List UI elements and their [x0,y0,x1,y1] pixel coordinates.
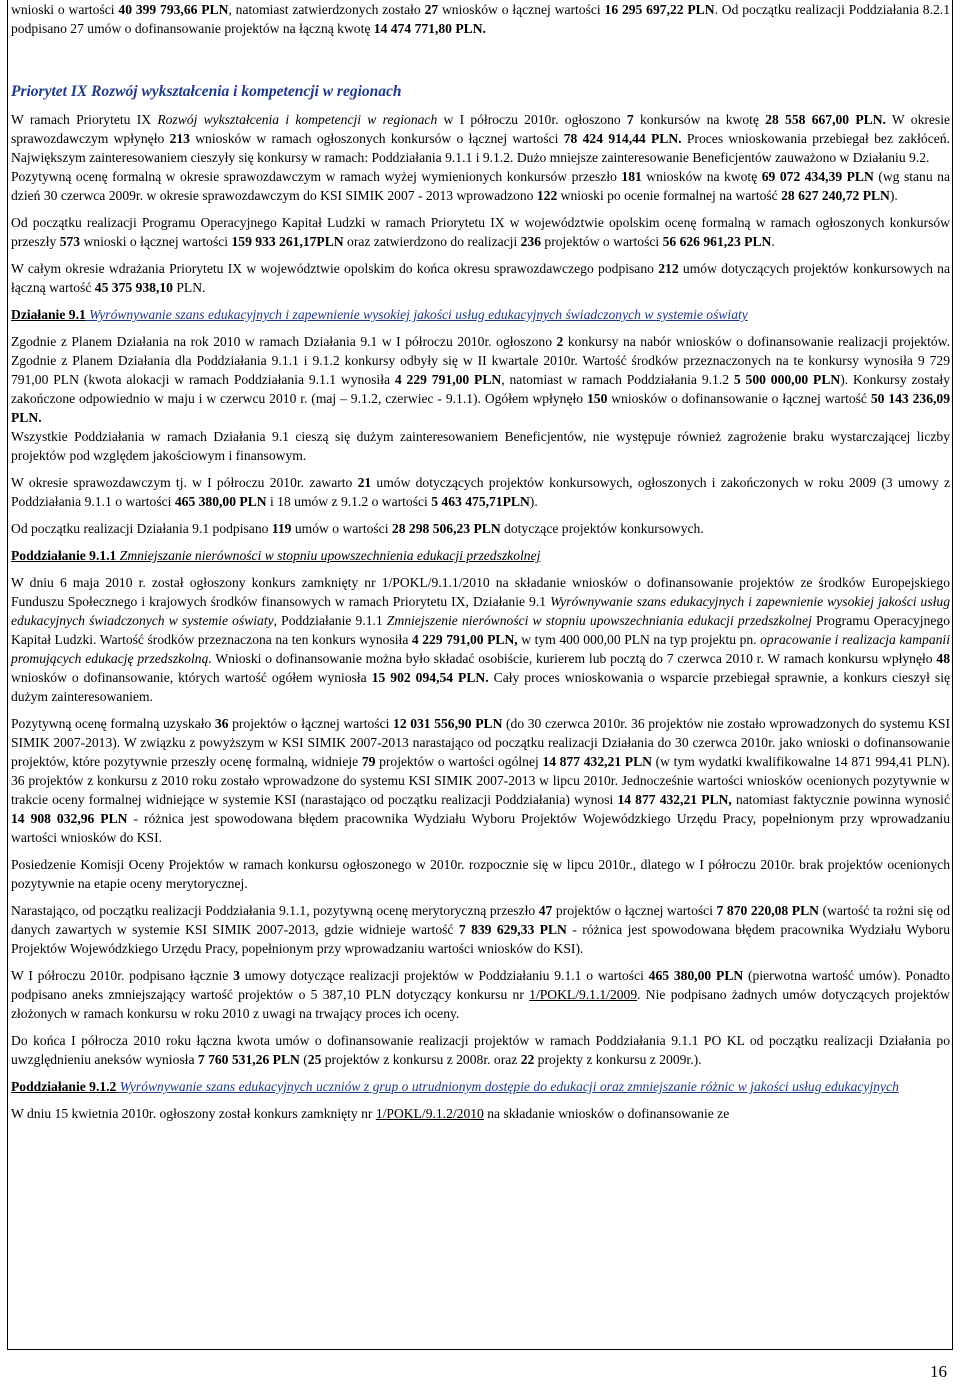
paragraph-p13 [11,901,950,958]
paragraph-p5 [11,259,950,297]
text: Narastająco, od początku realizacji Poddziałania 9.1.1, pozytywną ocenę merytoryczną przeszło [11,903,539,918]
text: i 18 umów z 9.1.2 o wartości [266,494,432,509]
heading-label: Poddziałanie 9.1.1 [11,548,117,563]
text: , natomiast w ramach Poddziałania 9.1.2 [501,372,734,387]
text: W I półroczu 2010r. podpisano łącznie [11,968,234,983]
count: 573 [59,234,81,249]
text: Wnioski o dofinansowanie można było składać osobiście, kurierem lub pocztą do 7 czerwca 2010 r. W ramach konkursu wpłynęło [211,651,937,666]
amount: 7 839 629,33 PLN [458,922,567,937]
italic-text: opracowanie i realizacja kampanii promujących edukację przedszkolną. [11,632,950,666]
page-number: 16 [930,1362,947,1381]
amount: 4 229 791,00 PLN [394,372,502,387]
count: 22 [520,1052,535,1067]
amount: 465 380,00 PLN [648,968,744,983]
heading-title: Wyrównywanie szans edukacyjnych i zapewnienie wysokiej jakości usług edukacyjnych świadczonych w systemie oświaty [85,307,748,322]
text: . [771,234,775,249]
text: Pozytywną ocenę formalną w okresie sprawozdawczym w ramach wyżej wymienionych konkursów przeszło [11,169,622,184]
section-heading-dzialanie-9-1 [11,305,950,324]
amount: 28 627 240,72 PLN [781,188,890,203]
text: projekty z konkursu z 2009r.). [534,1052,702,1067]
text: W ramach Priorytetu IX [11,112,158,127]
section-heading-poddzialanie-9-1-2 [11,1077,950,1096]
text: ). [529,494,538,509]
amount: 45 375 938,10 [94,280,173,295]
paragraph-p14 [11,966,950,1023]
text: Proces wnioskowania przebiegał bez zakłóceń [681,131,947,146]
text: wnioski o wartości [11,2,119,17]
text: wniosków o dofinansowanie, których wartość ogółem wyniosła [11,670,372,685]
paragraph-p11 [11,714,950,847]
text: W dniu 6 maja 2010 r. został ogłoszony konkurs zamknięty nr 1/POKL/9.1.1/2010 na składanie wniosków o dofinansowanie projektów ze środków Europejskiego Funduszu Społecznego i krajowych środków finansowych w ramach Priorytetu IX, Działanie 9.1 [11,575,950,609]
count: 213 [169,131,190,146]
section-heading-poddzialanie-9-1-1 [11,546,950,565]
paragraph-p8 [11,473,950,511]
text: ). [889,188,898,203]
text: projektów o wartości [541,234,663,249]
text: projektów z konkursu z 2008r. oraz [321,1052,521,1067]
amount: 28 298 506,23 PLN [391,521,501,536]
text: oraz zatwierdzono do realizacji [343,234,521,249]
text: , Poddziałanie 9.1.1 [273,613,387,628]
text: . Nie podpisano żadnych umów dotyczących projektów złożonych w ramach konkursu w roku 2010 z uwagi na trwający proces ich oceny. [11,987,950,1021]
paragraph-p12: Posiedzenie Komisji Oceny Projektów w ramach konkursu ogłoszonego w 2010r. rozpocznie się w lipcu 2010r., dlatego w I półroczu 2010r. brak projektów ocenionych pozytywnie na etapie oceny merytorycznej. [11,857,950,891]
text: umów dotyczących projektów konkursowych, ogłoszonych i zakończonych w roku 2009 (3 umowy z Poddziałania 9.1.1 o wartości [11,475,950,509]
count: 212 [658,261,679,276]
contest-number: 1/POKL/9.1.2/2010 [375,1106,484,1121]
paragraph-p10 [11,573,950,706]
text: projektów o łącznej wartości [228,716,394,731]
text: (do 30 czerwca 2010r. 36 projektów nie zostało wprowadzonych do systemu KSI SIMIK 2007-2013). W związku z powyższym w KSI SIMIK 2007-2013 narastająco od początku realizacji Działania do 30 czerwca 2010r. jako wnioski o dofinansowanie projektów, które pozytywnie przeszły ocenę formalną, widnieje [11,716,951,769]
text: (wartość ta rożni się od danych zawartych w systemie KSI SIMIK 2007-2013, gdzie widnieje wartość [11,903,950,937]
text: konkursów na kwotę [633,112,766,127]
text: wniosków o łącznej wartości [438,2,605,17]
paragraph-p4 [11,213,950,251]
count: 79 [361,754,376,769]
amount: 15 902 094,54 PLN. [371,670,489,685]
text: Od początku realizacji Działania 9.1 podpisano [11,521,272,536]
text: umowy dotyczące realizacji projektów w Poddziałaniu 9.1.1 o wartości [239,968,649,983]
amount: 56 626 961,23 PLN [662,234,772,249]
count: 3 [233,968,240,983]
paragraph-p6 [11,332,950,427]
count: 47 [538,903,553,918]
amount: 28 558 667,00 PLN. [765,112,886,127]
paragraph-p16 [11,1104,950,1123]
count: 25 [307,1052,322,1067]
text: dotyczące projektów konkursowych. [500,521,704,536]
text: . Od początku realizacji Poddziałania 8.2.1 podpisano 27 umów o dofinansowanie projektów na łączną kwotę [11,2,950,36]
text: Programu Operacyjnego Kapitał Ludzki. Wartość środków przeznaczona na ten konkurs wynosiła [11,613,950,647]
text: wnioski po ocenie formalnej na wartość [557,188,782,203]
text: w I półroczu 2010r. ogłoszono [437,112,627,127]
text: ). Konkursy zostały zakończone odpowiednio w maju i w czerwcu 2010 r. (maj – 9.1.2, czerwiec - 9.1.1). Ogółem wpłynęło [11,372,950,406]
paragraph-p3 [11,167,950,205]
amount: 12 031 556,90 PLN [393,716,503,731]
amount: 69 072 434,39 PLN [761,169,874,184]
amount: 465 380,00 PLN [174,494,267,509]
amount: 4 229 791,00 PLN, [411,632,518,647]
text: umów o wartości [291,521,392,536]
text: konkursy na nabór wniosków o dofinansowanie realizacji projektów. Zgodnie z Planem Działania dla Poddziałania 9.1.1 i 9.1.2 konkursy odbyły się w II kwartale 2010r. Wartość środków przeznaczonych na te konkursy wynosiła 9 729 791,00 PLN (kwota alokacji w ramach Poddziałania 9.1.1 wynosiła [11,334,951,387]
section-heading-priority-ix: Priorytet IX Rozwój wykształcenia i kompetencji w regionach [11,83,402,100]
count: 181 [621,169,642,184]
count: 21 [357,475,372,490]
count: 122 [536,188,558,203]
amount: 78 424 914,44 PLN. [563,131,682,146]
text: wniosków o dofinansowanie o łącznej wartość [607,391,871,406]
count: 7 [626,112,634,127]
amount: 40 399 793,66 PLN [118,2,229,17]
text: na składanie wniosków o dofinansowanie ze [483,1106,730,1121]
text: Do końca I półrocza 2010 roku łączna kwota umów o dofinansowanie realizacji projektów w ramach Poddziałania 9.1.1 PO KL od początku realizacji Działania po uwzględnieniu aneksów wyniosła [11,1033,950,1067]
text: W okresie sprawozdawczym wpłynęło [11,112,951,146]
count: 236 [520,234,542,249]
amount: 7 760 531,26 PLN [197,1052,300,1067]
text: Cały proces wnioskowania o wsparcie przebiegał sprawnie, a konkurs cieszył się dużym zainteresowaniem. [11,670,951,704]
amount: 159 933 261,17PLN [231,234,344,249]
amount: 50 143 236,09 PLN. [11,391,950,425]
amount: 16 295 697,22 PLN [604,2,715,17]
text: natomiast faktycznie powinna wynosić [731,792,950,807]
text: wniosków na kwotę [641,169,762,184]
text: , natomiast zatwierdzonych zostało [228,2,425,17]
heading-title: Wyrównywanie szans edukacyjnych uczniów z grup o utrudnionym dostępie do edukacji oraz zmniejszanie różnic w jakości usług edukacyjnych [116,1079,899,1094]
amount: 14 877 432,21 PLN, [617,792,732,807]
count: 36 [214,716,229,731]
count: 150 [586,391,608,406]
text: - różnica jest spowodowana błędem pracownika Wydziału Wyboru Projektów Wojewódzkiego Urzędu Pracy, popełnionym przy wprowadzaniu wartości wniosków do KSI). [11,922,951,956]
amount: 14 908 032,96 PLN [11,811,128,826]
paragraph-p15 [11,1031,950,1069]
text: Od początku realizacji Programu Operacyjnego Kapitał Ludzki w ramach Priorytetu IX w województwie opolskim ocenę formalną w ramach ogłoszonych konkursów przeszły [11,215,950,249]
text: wniosków w ramach ogłoszonych konkursów o łącznej wartości [189,131,564,146]
italic-text: Zmniejszenie nierówności w stopniu upowszechniania edukacji przedszkolnej [386,613,812,628]
contest-number: 1/POKL/9.1.1/2009 [529,987,638,1002]
text: PLN. [172,280,206,295]
paragraph-p7: Wszystkie Poddziałania w ramach Działania 9.1 cieszą się dużym zainteresowaniem Beneficjentów, nie występuje również zagrożenie braku wystarczającej liczby projektów pod względem jakościowym i finansowym. [11,429,950,463]
count: 119 [271,521,292,536]
text: Pozytywną ocenę formalną uzyskało [11,716,215,731]
paragraph-p1 [11,0,950,38]
count: 2 [556,334,564,349]
heading-label: Poddziałanie 9.1.2 [11,1079,117,1094]
text: (pierwotna wartość umów). Ponadto podpisano aneks zmniejszający wartość projektów o 5 387,10 PLN dotyczący konkursu nr [11,968,950,1002]
paragraph-p9 [11,519,950,538]
text: W całym okresie wdrażania Priorytetu IX w województwie opolskim do końca okresu sprawozdawczego podpisano [11,261,659,276]
text: W okresie sprawozdawczym tj. w I półroczu 2010r. zawarto [11,475,358,490]
text: umów dotyczących projektów konkursowych na łączną wartość [11,261,950,295]
count: 27 [424,2,439,17]
text: - różnica jest spowodowana błędem pracownika Wydziału Wyboru Projektów Wojewódzkiego Urzędu Pracy, popełnionym przy wprowadzaniu wartości wniosków do KSI. [11,811,950,845]
italic-text: Wyrównywanie szans edukacyjnych i zapewnienie wysokiej jakości usług edukacyjnych świadczonych w systemie oświaty [11,594,950,628]
text: W dniu 15 kwietnia 2010r. ogłoszony został konkurs zamknięty nr [11,1106,376,1121]
count: 48 [936,651,950,666]
document-frame [7,0,953,1350]
text: wnioski o łącznej wartości [80,234,232,249]
text: w tym 400 000,00 PLN na typ projektu pn. [517,632,761,647]
text: . Największym zainteresowaniem cieszyły się konkursy w ramach: Poddziałania 9.1.1 i 9.1.2. Dużo mniejsze zainteresowanie Beneficjentów zauważono w Działaniu 9.2. [11,131,950,165]
amount: 5 500 000,00 PLN [733,372,841,387]
text: projektów o wartości ogólnej [375,754,543,769]
amount: 14 877 432,21 PLN [542,754,652,769]
text: projektów o łącznej wartości [552,903,717,918]
heading-label: Działanie 9.1 [11,307,86,322]
text: (w tym wydatki kwalifikowalne 14 871 994,41 PLN). 36 projektów z konkursu z 2010 roku zostało wprowadzone do systemu KSI SIMIK 2007-2013 w lipcu 2010r. Jednocześnie wartości wniosków ocenionych pozytywnie w trakcie oceny formalnej widniejące w systemie KSI (narastająco od początku realizacji Poddziałania) wynosi [11,754,951,807]
paragraph-p2 [11,110,950,167]
text: Zgodnie z Planem Działania na rok 2010 w ramach Działania 9.1 w I półroczu 2010r. ogłoszono [11,334,557,349]
italic-text: Rozwój wykształcenia i kompetencji w regionach [157,112,438,127]
amount: 14 474 771,80 PLN. [373,21,486,36]
text: ( [299,1052,308,1067]
text: (wg stanu na dzień 30 czerwca 2009r. w okresie sprawozdawczym do KSI SIMIK 2007 - 2013 wprowadzono [11,169,950,203]
amount: 7 870 220,08 PLN [716,903,819,918]
amount: 5 463 475,71PLN [431,494,530,509]
heading-title: Zmniejszanie nierówności w stopniu upowszechnienia edukacji przedszkolnej [116,548,541,563]
